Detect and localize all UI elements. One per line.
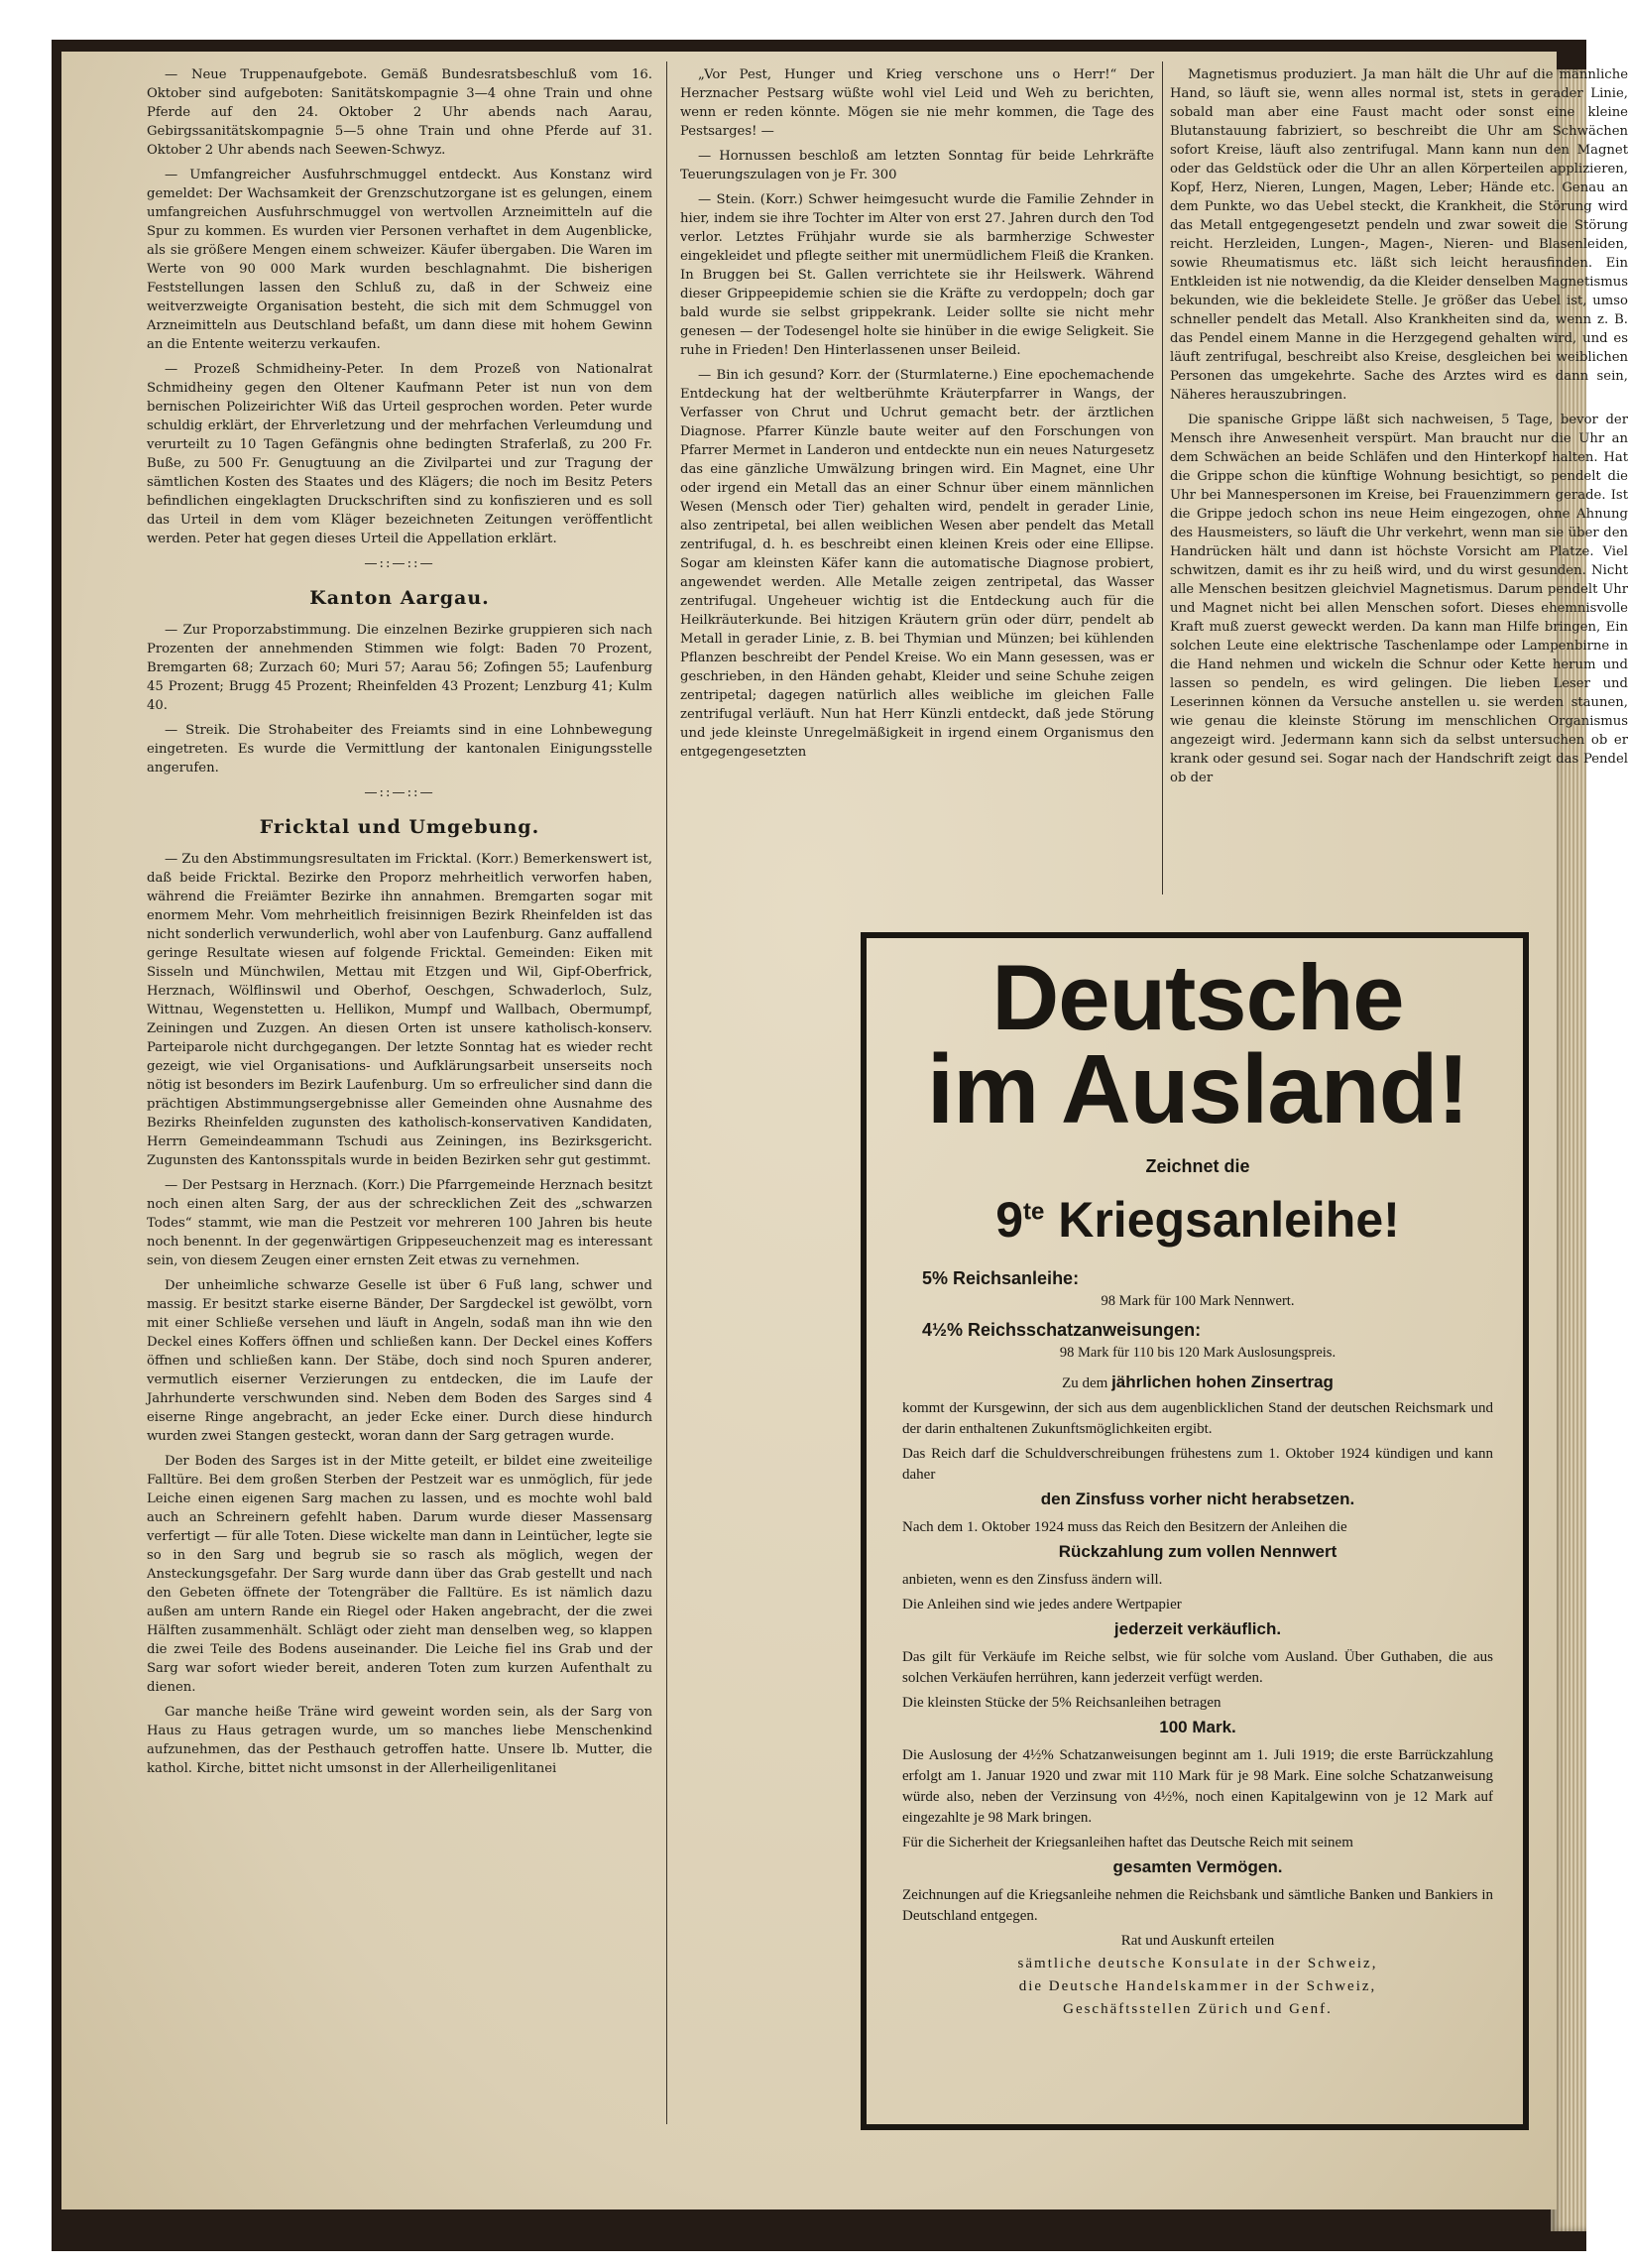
ad-zinsfuss: den Zinsfuss vorher nicht herabsetzen. xyxy=(1040,1490,1355,1508)
article-grippe: Die spanische Grippe läßt sich nachweisen, 5 Tage, bevor der Mensch ihre Anwesenheit verspürt. Man braucht nur die Uhr an dem Schwächen an beide Schläfen und den Hinterkopf halten. Hat die Grippe schon die künftige Wohnung besichtigt, so pendelt die Uhr bei Mannespersonen im Kreise, bei Frauenzimmern gerade. Ist die Grippe jedoch schon ins neue Heim eingezogen, ohne Ahnung des Hausmeisters, so läuft die Uhr verkehrt, wenn man sie über den Handrücken hält und dann ist höchste Vorsicht am Platze. Viel schwitzen, damit es ihr zu heiß wird, und du wirst gesunden. Nicht alle Menschen besitzen gleichviel Magnetismus. Darum pendelt Uhr und Magnet nicht bei allen Menschen sofort. Dieses ehemnisvolle Kraft muß zuerst geweckt werden. Da kann man Hilfe bringen, Ein solchen Leute eine elektrische Taschenlampe oder Lampenbirne in die Hand nehmen und wickeln die Schnur oder Kette herum und lassen so pendeln, es wird gelingen. Die lieben Leser und Leserinnen können da Versuche anstellen u. sie werden staunen, wie genau die kleinste Störung im menschlichen Organismus angezeigt wird. Jedermann kann sich da selbst untersuchen ob er krank oder gesund sei. Sogar nach der Handschrift zeigt das Pendel ob der xyxy=(1170,413,1628,785)
article-magnetismus: Magnetismus produziert. Ja man hält die Uhr auf die männliche Hand, so läuft sie, wenn alles normal ist, stets in gerader Linie, sobald man aber eine Faust macht oder sonst eine kleine Blutanstauung fabriziert, so beschreibt die Uhr am Schwächen sofort Kreise, läuft also zentrifugal. Mann kann nun den Magnet oder das Geldstück oder die Uhr an allen Körperteilen applizieren, Kopf, Herz, Nieren, Lungen, Magen, Leber; Hände etc. Genau an dem Punkte, wo das Uebel steckt, die Krankheit, die Störung wird das Metall entgegengesetzt pendeln und zwar soweit die Störung reicht. Herzleiden, Lungen-, Magen-, Nieren- und Blasenleiden, sowie Rheumatismus etc. läßt sich leicht herausfinden. Ein Entkleiden ist nie notwendig, da die Kleider denselben Magnetismus bekunden, wie die bekleidete Stelle. Je größer das Uebel ist, umso schneller pendelt das Metall. Also Krankheiten sind da, wenn z. B. das Pendel einem Manne in die Herzgegend gehalten wird, und es läuft zentrifugal, beschreibt also Kreise, desgleichen bei weiblichen Personen das umgekehrte. Sache des Arztes wird es dann sein, Näheres herauszubringen. xyxy=(1170,67,1628,403)
article-pestsarg-3: Der Boden des Sarges ist in der Mitte geteilt, er bildet eine zweiteilige Falltüre. Bei dem großen Sterben der Pestzeit war es unmöglich, für jede Leiche einen eigenen Sarg machen zu lassen, und es mochte wohl bald auch an Schreinern gefehlt haben. Darum wurde dieser Massensarg verfertigt — für alle Toten. Diese wickelte man dann in Leintücher, legte sie so in den Sarg und begrub sie so rasch als möglich, wegen der Ansteckungsgefahr. Der Sarg wurde dann über das Grab gestellt und nach den Gebeten öffnete der Totengräber die Falltüre. Es ist nämlich dazu außen am untern Rande ein Riegel oder Haken angebracht, der die zwei Hälften zusammenhält. Schlägt oder zieht man denselben weg, so klappen die zwei Teile des Bodens auseinander. Die Leiche fiel ins Grab und der Sarg war sofort wieder bereit, anderen Toten zum kurzen Aufenthalt zu dienen. xyxy=(147,1454,652,1695)
ad-item2-sub: 98 Mark für 110 bis 120 Mark Auslosungspreis. xyxy=(1059,1345,1337,1361)
article-streik: — Streik. Die Strohabeiter des Freiamts sind in eine Lohnbewegung eingetreten. Es wurde die Vermittlung der kantonalen Einigungsstelle angerufen. xyxy=(147,723,652,776)
ad-anbieten: anbieten, wenn es den Zinsfuss ändern will. xyxy=(902,1572,1163,1588)
separator: —::—::— xyxy=(364,556,435,571)
article-bin-ich-gesund: — Bin ich gesund? Korr. der (Sturmlaterne.) Eine epochemachende Entdeckung hat der weltberühmte Kräuterpfarrer in Wangs, der Verfasser von Chrut und Uchrut gemacht betr. der ärztlichen Diagnose. Pfarrer Künzle baute weiter auf den Forschungen von Pfarrer Mermet in Landeron und entdeckte nun ein neues Naturgesetz das eine gänzliche Umwälzung bringen wird. Ein Magnet, eine Uhr oder irgend ein Metall das an einer Schnur über einem männlichen Wesen (Mensch oder Tier) gehalten wird, pendelt in gerader Linie, also zentripetal, bei allen weiblichen Wesen aber pendelt das Metall zentrifugal, d. h. es beschreibt einen kleinen Kreis oder eine Ellipse. Sogar am kleinsten Käfer kann die automatische Diagnose probiert, angewendet werden. Alle Metalle zeigen zentripetal, das Wasser zentrifugal. Ungeheuer wichtig ist die Entdeckung auch für die Heilkräuterkunde. Bei hitzigen Kräutern grün oder dürr, pendelt ab Metall in gerader Linie, z. B. bei Thymian und Münzen; bei kühlenden Pflanzen beschreibt der Pendel Kreise. Wo ein Mann gesessen, was er geschrieben, in den Händen gehabt, Kleider und seine Schuhe zeigen zentripetal; dagegen natürlich alles weibliche im gleichen Falle zentrifugal verläuft. Nun hat Herr Künzli entdeckt, daß jede Störung und jede kleinste Unregelmäßigkeit in irgend einem Organismus den entgegengesetzten xyxy=(680,368,1154,760)
ad-title-line2: im Ausland! xyxy=(926,1034,1469,1143)
ad-auslosung: Die Auslosung der 4½% Schatzanweisungen beginnt am 1. Juli 1919; die erste Barrückzahlung erfolgt am 1. Januar 1920 und zwar mit 110 Mark für je 98 Mark. Eine solche Schatzanweisung würde also, neben der Verzinsung von 4½%, noch einen Kapitalgewinn von je 12 Mark auf eingezahlte je 98 Mark bringen. xyxy=(902,1747,1493,1826)
article-pestsarg-2: Der unheimliche schwarze Geselle ist über 6 Fuß lang, schwer und massig. Er besitzt starke eiserne Bänder, Der Sargdeckel ist gewölbt, vorn mit einer Schließe versehen und läuft in Angeln, sodaß man ihn wie den Deckel eines Koffers öffnen und schließen kann. Der Deckel eines Koffers öffnen und schließen kann. Der Stäbe, doch sind noch Spuren anderer, vermutlich eiserner Verzierungen zu entdecken, die im Laufe der Jahrhunderte verschwunden sind. Neben dem Boden des Sarges sind 4 eiserne Ringe angebracht, an jeder Ecke einer. Durch diese hindurch wurden zwei Stangen gesteckt, woran dann der Sarg getragen wurde. xyxy=(147,1278,652,1444)
article-pestsarg-end: „Vor Pest, Hunger und Krieg verschone uns o Herr!“ Der Herznacher Pestsarg wüßte wohl viel Leid und Weh zu berichten, wenn er reden könnte. Mögen sie nie mehr kommen, die Tage des Pestsarges! — xyxy=(680,67,1154,139)
ad-handelskammer: die Deutsche Handelskammer in der Schweiz, xyxy=(1018,1978,1377,1994)
ad-item2-head: 4½% Reichsschatzanweisungen: xyxy=(922,1320,1202,1340)
separator: —::—::— xyxy=(364,785,435,800)
newspaper-page xyxy=(61,52,1628,2209)
ad-hundert-mark: 100 Mark. xyxy=(1159,1718,1236,1736)
column-rule-right xyxy=(1162,61,1163,895)
ad-title xyxy=(902,945,1493,1143)
ad-sicherheit: Für die Sicherheit der Kriegsanleihen haftet das Deutsche Reich mit seinem xyxy=(902,1835,1353,1850)
ad-zinsertrag-bold: jährlichen hohen Zinsertrag xyxy=(1111,1373,1334,1391)
kriegsanleihe-advertisement xyxy=(861,932,1529,2130)
ad-verkaeuflich: jederzeit verkäuflich. xyxy=(1113,1619,1282,1638)
article-pestsarg-4: Gar manche heiße Träne wird geweint worden sein, als der Sarg von Haus zu Haus getragen wurde, um so manches liebe Menschenkind aufzunehmen, das der Pesthauch getroffen hatte. Unsere lb. Mutter, die kathol. Kirche, bittet nicht umsonst in der Allerheiligenlitanei xyxy=(147,1705,652,1776)
ad-anleihen-sind: Die Anleihen sind wie jedes andere Wertpapier xyxy=(902,1597,1182,1612)
article-hornussen: — Hornussen beschloß am letzten Sonntag für beide Lehrkräfte Teuerungszulagen von je Fr. 300 xyxy=(680,149,1154,182)
ad-title-line1: Deutsche xyxy=(991,945,1404,1049)
article-truppenaufgebote: — Neue Truppenaufgebote. Gemäß Bundesratsbeschluß vom 16. Oktober sind aufgeboten: Sanitätskompagnie 3—4 ohne Train und ohne Pferde auf den 24. Oktober 2 Uhr abends nach Aarau, Gebirgssanitätskompagnie 5—5 ohne Train und ohne Pferde auf 31. Oktober 2 Uhr abends nach Seewen-Schwyz. xyxy=(147,67,652,158)
ad-big-line xyxy=(902,1191,1493,1249)
ad-item1-head: 5% Reichsanleihe: xyxy=(922,1268,1080,1288)
ad-rueckzahlung: Rückzahlung zum vollen Nennwert xyxy=(1058,1542,1337,1561)
heading-kanton-aargau: Kanton Aargau. xyxy=(309,587,490,609)
ad-zinsertrag-pre: Zu dem xyxy=(1062,1375,1108,1391)
ad-item1-sub: 98 Mark für 100 Mark Nennwert. xyxy=(1101,1293,1295,1309)
article-stein: — Stein. (Korr.) Schwer heimgesucht wurde die Familie Zehnder in hier, indem sie ihre Tochter im Alter von erst 27. Jahren durch den Tod verlor. Letztes Frühjahr wurde sie als barmherzige Schwester eingekleidet und pflegte seither mit unermüdlichem Fleiß die Kranken. In Bruggen bei St. Gallen verrichtete sie ihr Heilswerk. Während dieser Grippeepidemie schien sie die Kräfte zu verdoppeln; doch gar bald wurde sie selbst grippekrank. Leider sollte sie nicht mehr genesen — der Todesengel holte sie hinüber in die ewige Seligkeit. Sie ruhe in Frieden! Den Hinterlassenen unser Beileid. xyxy=(680,192,1154,358)
ad-nach-dem: Nach dem 1. Oktober 1924 muss das Reich den Besitzern der Anleihen die xyxy=(902,1519,1347,1535)
ad-das-gilt: Das gilt für Verkäufe im Reiche selbst, wie für solche vom Ausland. Über Guthaben, die aus solchen Verkäufen herrühren, kann jederzeit verfügt werden. xyxy=(902,1649,1493,1686)
ad-reich-darf: Das Reich darf die Schuldverschreibungen frühestens zum 1. Oktober 1924 kündigen und kann daher xyxy=(902,1446,1493,1483)
ad-konsulate: sämtliche deutsche Konsulate in der Schweiz, xyxy=(1017,1956,1378,1971)
column-middle xyxy=(680,65,1154,768)
ad-subtitle: Zeichnet die xyxy=(1145,1156,1250,1176)
ad-kleinsten: Die kleinsten Stücke der 5% Reichsanleihen betragen xyxy=(902,1695,1221,1711)
ad-big-number: 9 xyxy=(995,1192,1023,1248)
ad-zeichnungen: Zeichnungen auf die Kriegsanleihe nehmen die Reichsbank und sämtliche Banken und Bankiers in Deutschland entgegen. xyxy=(902,1887,1493,1924)
column-rule-left xyxy=(666,61,667,2124)
article-ausfuhrschmuggel: — Umfangreicher Ausfuhrschmuggel entdeckt. Aus Konstanz wird gemeldet: Der Wachsamkeit der Grenzschutzorgane ist es gelungen, einem umfangreichen Ausfuhrschmuggel von wertvollen Arzneimitteln auf die Spur zu kommen. Es wurden vier Personen verhaftet in dem Augenblicke, als sie größere Mengen einem schweizer. Käufer übergaben. Die Waren im Werte von 90 000 Mark wurden beschlagnahmt. Die bisherigen Feststellungen lassen den Schluß zu, daß in der Schweiz eine weitverzweigte Organisation besteht, die sich mit dem Schmuggel von Arzneimitteln aus Deutschland befaßt, um dann diese mit hohem Gewinn an die Entente weiterzu verkaufen. xyxy=(147,168,652,352)
article-prozess: — Prozeß Schmidheiny-Peter. In dem Prozeß von Nationalrat Schmidheiny gegen den Oltener Kaufmann Peter ist nun von dem bernischen Polizeirichter Wiß das Urteil gesprochen worden. Peter wurde schuldig erklärt, der Ehrverletzung und der mehrfachen Verleumdung und verurteilt zu 10 Tagen Gefängnis ohne bedingten Straferlaß, zu 200 Fr. Buße, zu 500 Fr. Genugtuung an die Zivilpartei und zur Tragung der sämtlichen Kosten des Staates und des Klägers; die noch im Besitz Peters befindlichen eingeklagten Druckschriften sind zu konfiszieren und es soll das Urteil in dem vom Kläger bezeichneten Zeitungen veröffentlicht werden. Peter hat gegen dieses Urteil die Appellation erklärt. xyxy=(147,362,652,546)
ad-zinsertrag xyxy=(902,1372,1493,1394)
ad-geschaeftsstellen: Geschäftsstellen Zürich und Genf. xyxy=(1063,2001,1333,2017)
column-right xyxy=(1170,65,1628,793)
ad-kursgewinn: kommt der Kursgewinn, der sich aus dem augenblicklichen Stand der deutschen Reichsmark und der darin enthaltenen Zukunftsmöglichkeiten ergibt. xyxy=(902,1400,1493,1437)
article-pestsarg: — Der Pestsarg in Herznach. (Korr.) Die Pfarrgemeinde Herznach besitzt noch einen alten Sarg, der aus der schrecklichen Zeit des „schwarzen Todes“ stammt, wie man die Pestzeit vor mehreren 100 Jahren bis heute noch benennt. In der gegenwärtigen Grippeseuchenzeit mag es interessant sein, von diesem Zeugen einer ernsten Zeit etwas zu vernehmen. xyxy=(147,1178,652,1268)
ad-big-sup: te xyxy=(1023,1198,1045,1226)
article-proporzabstimmung: — Zur Proporzabstimmung. Die einzelnen Bezirke gruppieren sich nach Prozenten der annehmenden Stimmen wie folgt: Baden 70 Prozent, Bremgarten 68; Zurzach 60; Muri 57; Aarau 56; Zofingen 55; Laufenburg 45 Prozent; Brugg 45 Prozent; Rheinfelden 43 Prozent; Lenzburg 41; Kulm 40. xyxy=(147,623,652,713)
ad-rat: Rat und Auskunft erteilen xyxy=(1120,1933,1275,1949)
ad-big-rest: Kriegsanleihe! xyxy=(1044,1192,1400,1248)
heading-fricktal: Fricktal und Umgebung. xyxy=(259,816,540,838)
ad-vermoegen: gesamten Vermögen. xyxy=(1112,1857,1283,1876)
column-left xyxy=(147,65,652,1784)
article-abstimmungsresultate: — Zu den Abstimmungsresultaten im Fricktal. (Korr.) Bemerkenswert ist, daß beide Fricktal. Bezirke den Proporz mehrheitlich verworfen haben, während die Freiämter Bezirke ihn annahmen. Bremgarten sogar mit enormem Mehr. Vom mehrheitlich freisinnigen Bezirk Rheinfelden ist das nicht sonderlich verwunderlich, wohl aber von Laufenburg. Ganz auffallend geringe Resultate wiesen auf folgende Fricktal. Gemeinden: Eiken mit Sisseln und Münchwilen, Mettau mit Etzgen und Wil, Gipf-Oberfrick, Herznach, Wölflinswil und Oberhof, Oeschgen, Schwaderloch, Sulz, Wittnau, Wegenstetten u. Hellikon, Mumpf und Wallbach, Obermumpf, Zeiningen und Zuzgen. An diesen Orten ist unsere katholisch-konserv. Parteiparole nicht durchgegangen. Der letzte Sonntag hat es wieder recht gezeigt, wie viel Organisations- und Aufklärungsarbeit unserseits noch nötig ist besonders im Bezirk Laufenburg. Um so erfreulicher sind dann die prächtigen Abstimmungsergebnisse aller Gemeinden ohne Ausnahme des Bezirks Rheinfelden zugunsten des katholisch-konservativen Kandidaten, Herrn Gemeindeammann Tschudi aus Zeiningen, ins Bezirksgericht. Zugunsten des Kantonsspitals wurde in beiden Bezirken sehr gut gestimmt. xyxy=(147,852,652,1168)
